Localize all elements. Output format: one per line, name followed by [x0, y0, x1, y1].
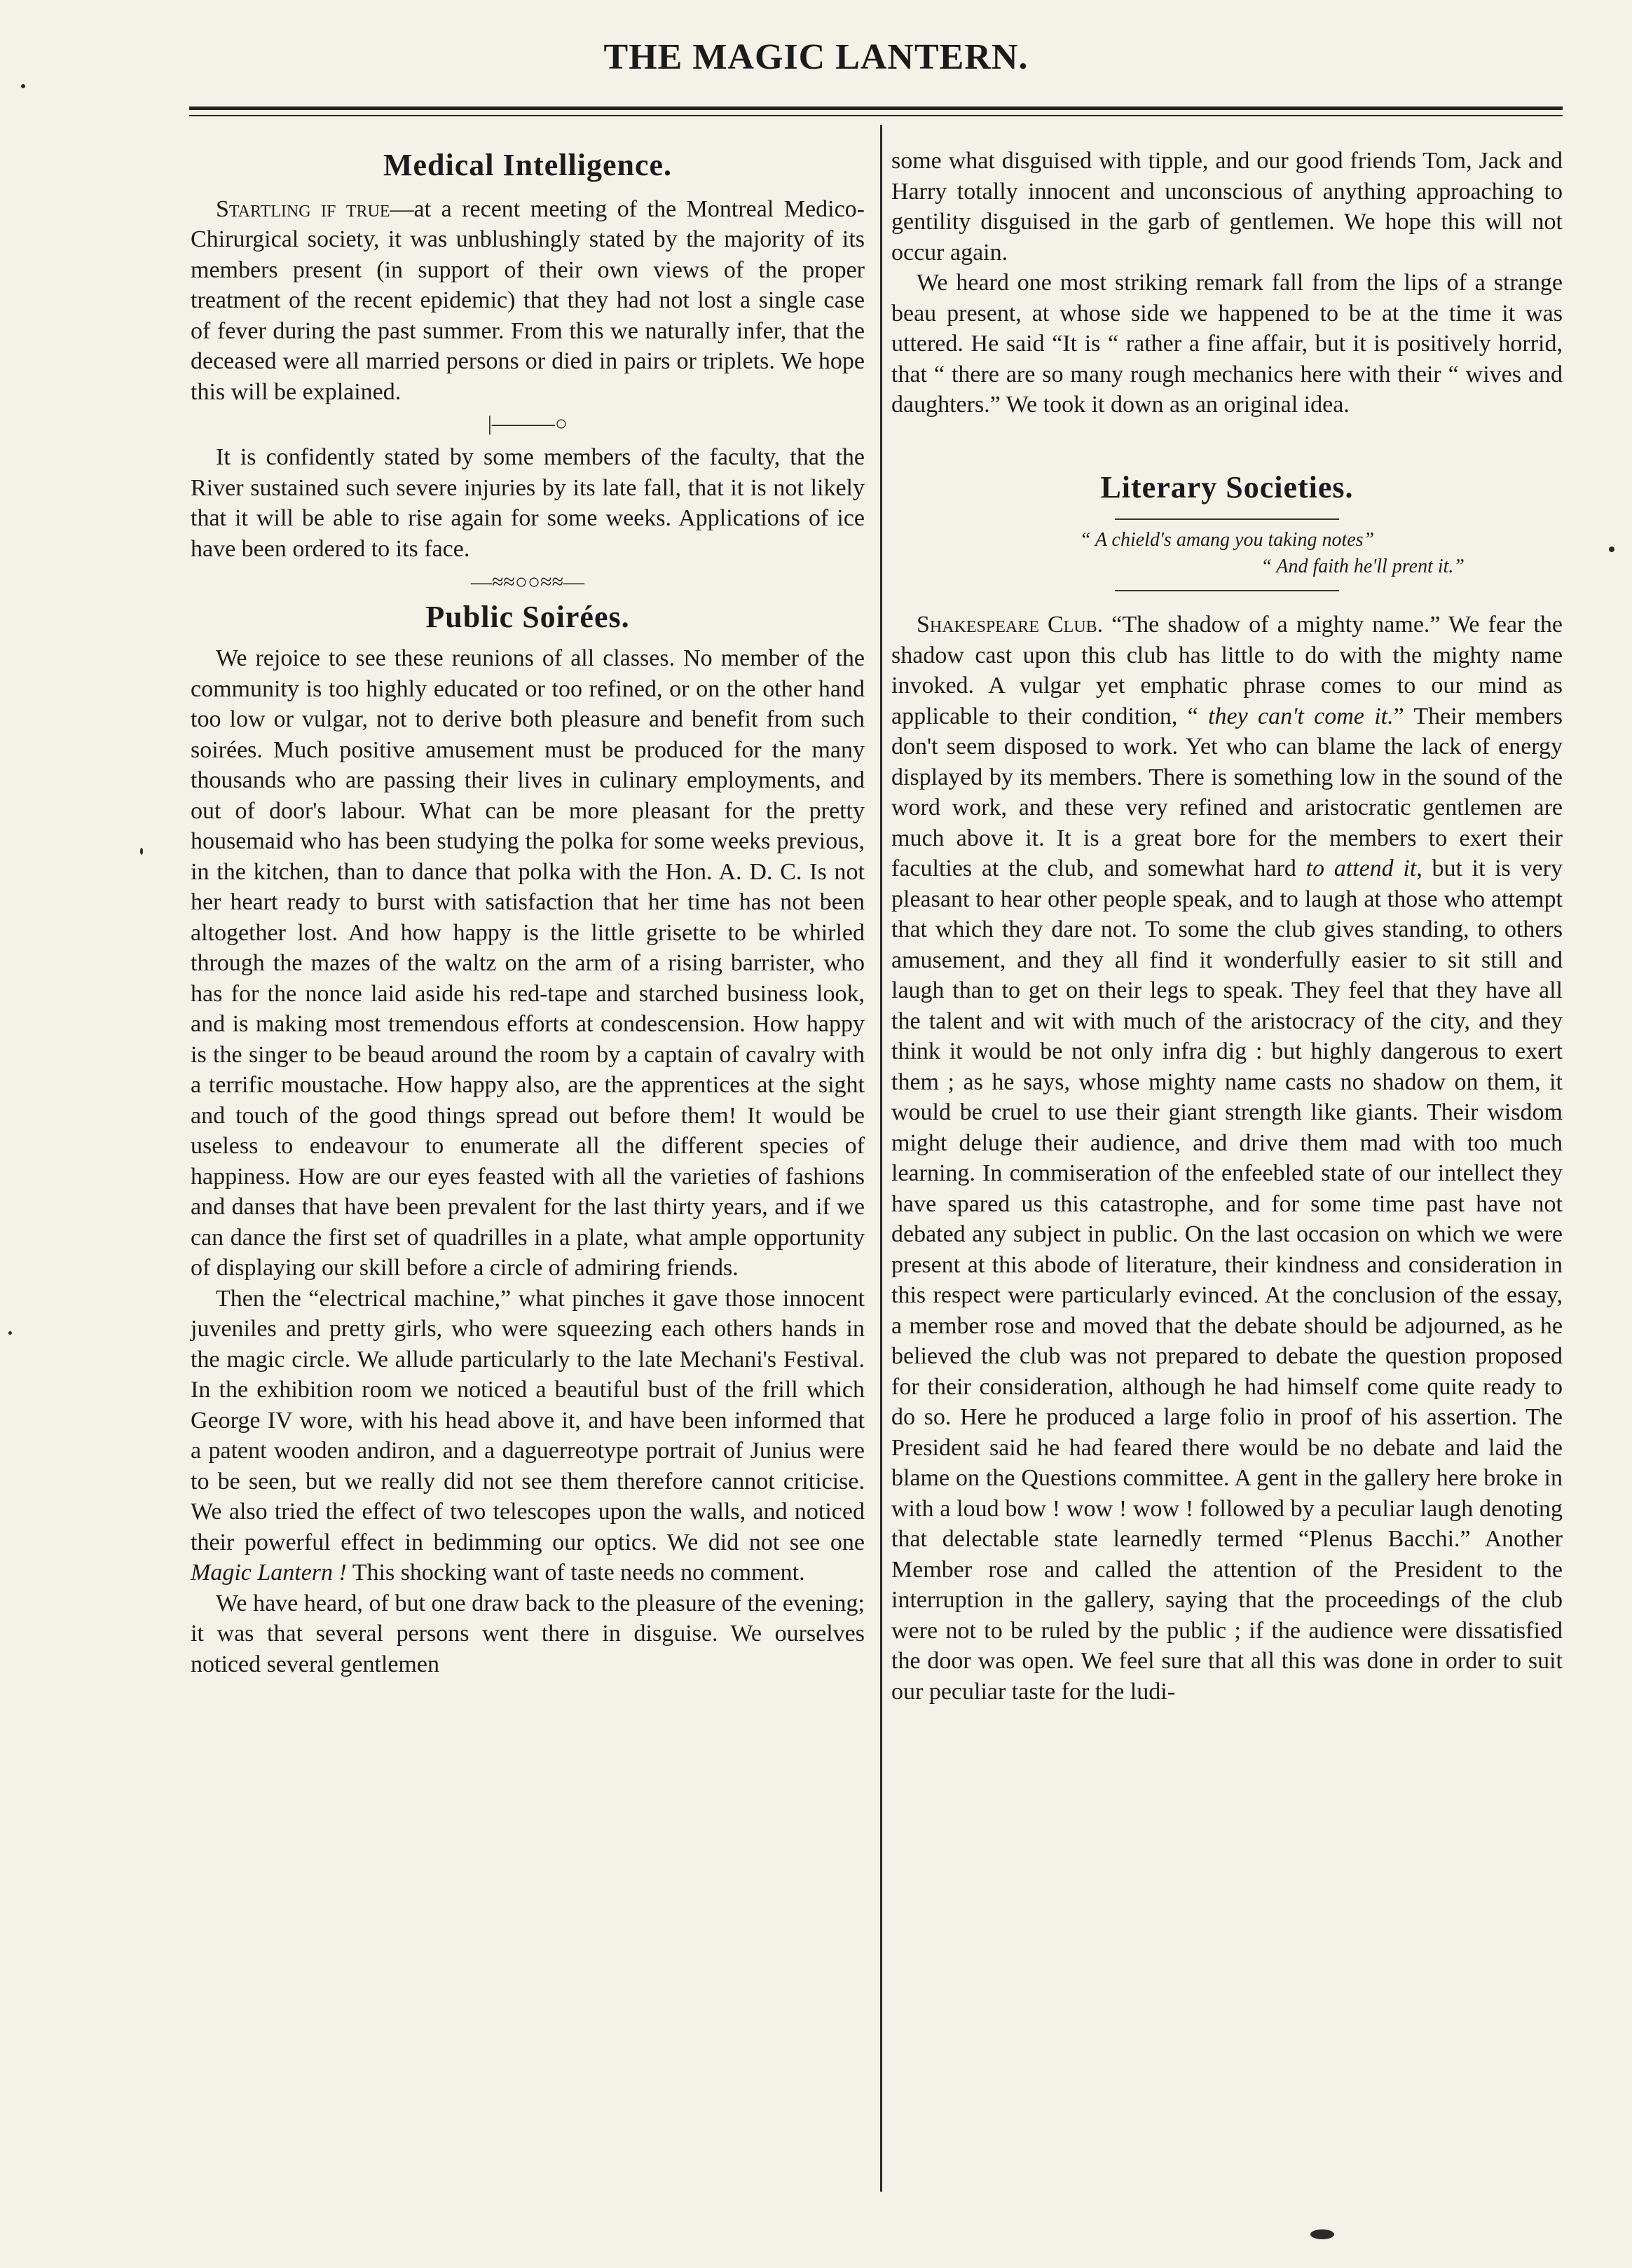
ornament-divider: |———○: [487, 412, 568, 436]
literary-paragraph-1-text-c: , but it is very pleasant to hear other people speak, and to laugh at those who attempt that which they dare not. To some the club gives standing, to others amusement, and they all find it wonderfully easier to sit still and laugh than to get on their legs to speak. They feel that they have all the talent and wit with much of the aristocracy of the city, and they think it would be not only infra dig : but highly dangerous to exert them ; as he says, whose mighty name casts no shadow on them, it would be cruel to use their giant strength like giants. Their wisdom might deluge their audience, and drive them mad with too much learning. In commiseration of the enfeebled state of our intellect they have spared us this catastrophe, and for some time past have not debated any subject in public. On the last occasion on which we were present at this abode of literature, their kindness and consideration in this respect were particularly evinced. At the conclusion of the essay, a member rose and moved that the debate should be adjourned, as he believed the club was not prepared to debate the question proposed for their consideration, although he had himself come quite ready to do so. Here he produced a large folio in proof of his assertion. The President said he had feared there would be no debate and laid the blame on the Questions committee. A gent in the gallery here broke in with a loud bow ! wow ! wow ! followed by a peculiar laugh denoting that delectable state learnedly termed “Plenus Bacchi.” Another Member rose and called the attention of the President to the interruption in the gallery, saying that the proceedings of the club were not to be ruled by the public ; if the audience were dissatisfied the door was open. We feel sure that all this was done in order to suit our peculiar taste for the ludi-: [891, 855, 1563, 1705]
left-column: [191, 147, 865, 1679]
section-title-soirees: Public Soirées.: [425, 600, 630, 635]
section-title-literary: Literary Societies.: [1100, 469, 1354, 504]
literary-lead-in: Shakespeare Club.: [917, 612, 1104, 638]
continued-paragraph-2: We heard one most striking remark fall from the lips of a strange beau present, at whose side we happened to be at the time it was uttered. He said “It is “ rather a fine affair, but it is positively horrid, that “ there are so many rough mechanics here with their “ wives and daughters.” We took it down as an original idea.: [891, 270, 1563, 418]
medical-paragraph-1: [191, 194, 865, 408]
soirees-paragraph-2: [191, 1284, 865, 1588]
soirees-paragraph-2-end: This shocking want of taste needs no comment.: [346, 1560, 805, 1586]
masthead-title: THE MAGIC LANTERN.: [603, 37, 1029, 77]
epigraph-line-2: “ And faith he'll prent it.”: [1261, 556, 1465, 578]
masthead-rule-thin: [189, 115, 1563, 116]
epigraph-line-1: “ A chield's amang you taking notes”: [1079, 529, 1375, 551]
continued-paragraph-1: some what disguised with tipple, and our good friends Tom, Jack and Harry totally innocent and unconscious of anything approaching to gentility disguised in the garb of gentlemen. We hope this will not occur again.: [891, 148, 1563, 266]
right-column: [891, 146, 1563, 1707]
magic-lantern-mention: Magic Lantern !: [191, 1560, 347, 1586]
masthead-rule: [189, 106, 1563, 110]
soirees-paragraph-2-text: Then the “electrical machine,” what pinches it gave those innocent juveniles and pretty girls, who were squeezing each others hands in the magic circle. We allude particularly to the late Mechani's Festival. In the exhibition room we noticed a beautiful bust of the frill which George IV wore, with his head above it, and have been informed that a patent wooden andiron, and a daguerreotype portrait of Junius were to be seen, but we really did not see them therefore cannot criticise. We also tried the effect of two telescopes upon the walls, and noticed their powerful effect in bedimming our optics. We did not see one: [191, 1285, 865, 1555]
medical-paragraph-1-text: —at a recent meeting of the Montreal Medico-Chirurgical society, it was unblushingly stated by the majority of its members present (in support of their own views of the proper treatment of the recent epidemic) that they had not lost a single case of fever during the past summer. From this we naturally infer, that the deceased were all married persons or died in pairs or triplets. We hope this will be explained.: [191, 195, 865, 405]
column-divider: [880, 125, 882, 2192]
epigraph-rule-top: [1115, 518, 1339, 520]
soirees-paragraph-3: We have heard, of but one draw back to the pleasure of the evening; it was that several persons went there in disguise. We ourselves noticed several gentlemen: [191, 1590, 865, 1677]
medical-paragraph-2: It is confidently stated by some members of the faculty, that the River sustained such severe injuries by its late fall, that it is not likely that it will be able to rise again for some weeks. Applications of ice have been ordered to its face.: [191, 444, 865, 562]
medical-lead-in: Startling if true: [216, 195, 390, 222]
literary-italic-phrase: to attend it: [1305, 855, 1417, 882]
literary-quote-italic: they can't come it.: [1208, 703, 1394, 729]
ornament-divider: —≈≈○○≈≈—: [470, 570, 585, 594]
literary-paragraph-1-text-a: “The shadow of a mighty name.” We fear the shadow cast upon this club has little to do with the mighty name invoked. A vulgar yet emphatic phrase comes to our mind as applicable to their condition, “: [891, 612, 1563, 729]
literary-paragraph-1: [891, 610, 1563, 1707]
literary-paragraph-1-text-b: ” Their members don't seem disposed to work. Yet who can blame the lack of energy displayed by its members. There is something low in the sound of the word work, and these very refined and aristocratic gentlemen are much above it. It is a great bore for the members to exert their faculties at the club, and somewhat hard: [891, 703, 1563, 882]
epigraph-rule-bottom: [1115, 590, 1339, 591]
soirees-paragraph-1: We rejoice to see these reunions of all classes. No member of the community is too highly educated or too refined, or on the other hand too low or vulgar, not to derive both pleasure and benefit from such soirées. Much positive amusement must be produced for the many thousands who are passing their lives in culinary employments, and out of door's labour. What can be more pleasant for the pretty housemaid who has been studying the polka for some weeks previous, in the kitchen, than to dance that polka with the Hon. A. D. C. Is not her heart ready to burst with satisfaction that her time has not been altogether lost. And how happy is the little grisette to be whirled through the mazes of the waltz on the arm of a rising barrister, who has for the nonce laid aside his red-tape and starched business look, and is making most tremendous efforts at condescension. How happy is the singer to be beaud around the room by a captain of cavalry with a terrific moustache. How happy also, are the apprentices at the sight and touch of the good things spread out before them! It would be useless to endeavour to enumerate all the different species of happiness. How are our eyes feasted with all the varieties of fashions and danses that have been prevalent for the last thirty years, and if we can dance the first set of quadrilles in a plate, what ample opportunity of displaying our skill before a circle of admiring friends.: [191, 645, 865, 1281]
section-title-medical: Medical Intelligence.: [383, 148, 672, 182]
